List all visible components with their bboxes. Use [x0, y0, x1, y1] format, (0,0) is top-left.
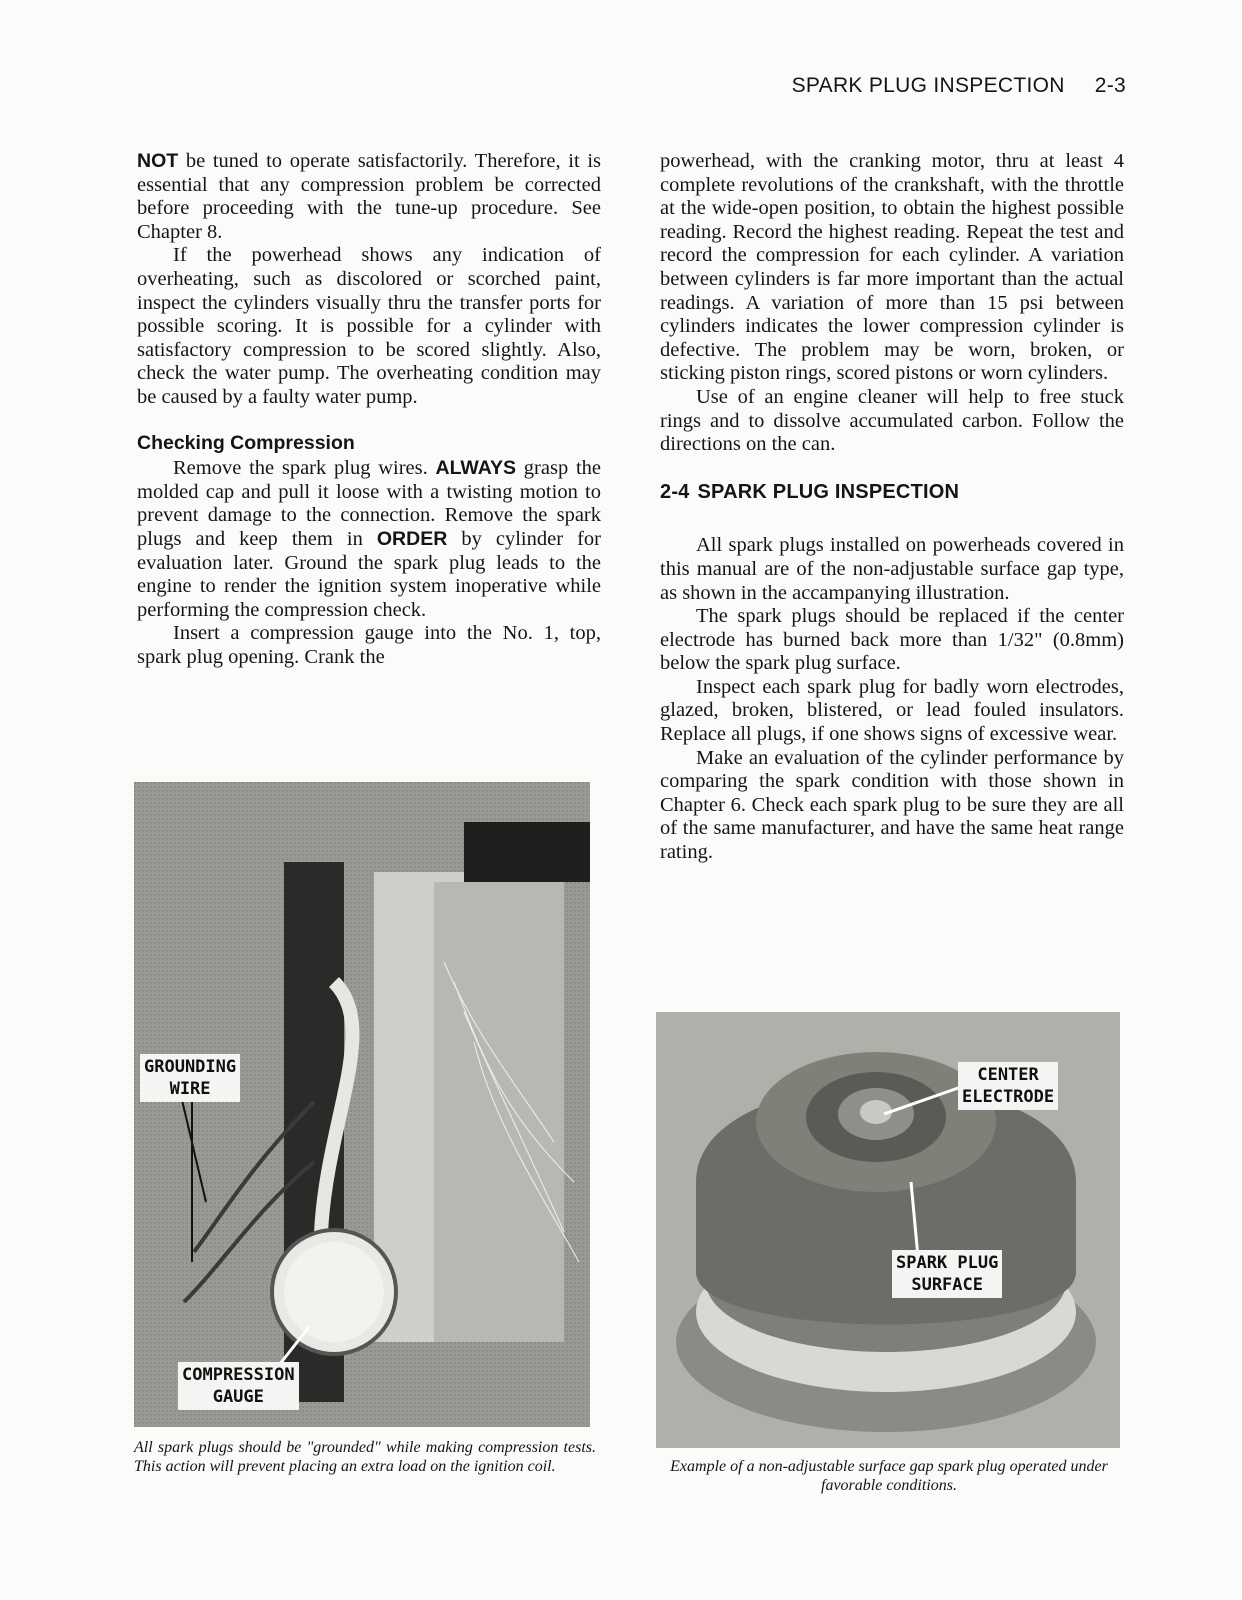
spark-plug-photo — [656, 1012, 1120, 1448]
label-line: GAUGE — [212, 1387, 264, 1407]
engine-illustration — [134, 782, 590, 1427]
paragraph: If the powerhead shows any indication of overheating, such as discolored or scorched paint, inspect the cylinders visually thru the transfer ports for possible scoring. It is possible for a cylinder with satisfactory compression to be scored slightly. Also, check the water pump. The overheating condition may be caused by a faulty water pump. — [137, 244, 601, 408]
header-title: SPARK PLUG INSPECTION — [791, 74, 1065, 97]
left-column — [137, 150, 601, 669]
emphasis: ORDER — [376, 527, 448, 550]
paragraph: Inspect each spark plug for badly worn electrodes, glazed, broken, blistered, or lead fouled insulators. Replace all plugs, if one shows signs of excessive wear. — [660, 675, 1124, 746]
subheading: Checking Compression — [137, 431, 355, 454]
paragraph: Use of an engine cleaner will help to free stuck rings and to dissolve accumulated carbon. Follow the directions on the can. — [660, 385, 1124, 456]
emphasis: ALWAYS — [435, 457, 517, 480]
section-heading — [660, 481, 1124, 505]
label-line: SURFACE — [911, 1275, 983, 1295]
paragraph — [137, 457, 601, 622]
paragraph: All spark plugs installed on powerheads covered in this manual are of the non-adjustable surface gap type, as shown in the accampanying illustration. — [660, 534, 1124, 604]
figure2-caption: Example of a non-adjustable surface gap spark plug operated under favorable conditions. — [670, 1458, 1108, 1494]
label-line: WIRE — [169, 1079, 211, 1099]
right-column — [660, 150, 1124, 865]
paragraph-text: Remove the spark plug wires. — [173, 457, 436, 480]
label-line: ELECTRODE — [962, 1087, 1055, 1107]
running-header — [792, 74, 1126, 98]
label-line: GROUNDING — [144, 1057, 237, 1077]
grounding-wire-label — [140, 1054, 240, 1102]
label-line: COMPRESSION — [182, 1365, 295, 1385]
figure1-caption: All spark plugs should be "grounded" while making compression tests. This action will prevent placing an extra load on the ignition coil. — [134, 1439, 596, 1475]
paragraph: powerhead, with the cranking motor, thru at least 4 complete revolutions of the crankshaft, with the throttle at the wide-open position, to obtain the highest possible reading. Record the highest reading. Repeat the test and record the compression for each cylinder. A variation between cylinders is far more important than the actual readings. A variation of more than 15 psi between cylinders indicates the lower compression cylinder is defective. The problem may be worn, broken, or sticking piston rings, scored pistons or worn cylinders. — [660, 150, 1124, 385]
section-number: 2-4 — [660, 480, 690, 503]
paragraph-text: be tuned to operate satisfactorily. Therefore, it is essential that any compression problem be corrected before proceeding with the tune-up procedure. See Chapter 8. — [137, 150, 601, 243]
paragraph: The spark plugs should be replaced if the center electrode has burned back more than 1/32" (0.8mm) below the spark plug surface. — [660, 605, 1124, 675]
section-title: SPARK PLUG INSPECTION — [697, 480, 960, 503]
center-electrode-label — [958, 1062, 1058, 1110]
compression-gauge-label — [178, 1362, 299, 1410]
paragraph: Make an evaluation of the cylinder performance by comparing the spark condition with those shown in Chapter 6. Check each spark plug to be sure they are all of the same manufacturer, and have the same heat range rating. — [660, 746, 1124, 864]
paragraph: Insert a compression gauge into the No. 1, top, spark plug opening. Crank the — [137, 622, 601, 668]
spark-plug-surface-label — [892, 1250, 1002, 1298]
label-line: CENTER — [977, 1065, 1039, 1085]
emphasis: NOT — [137, 150, 179, 172]
compression-test-photo — [134, 782, 590, 1427]
label-line: SPARK PLUG — [896, 1253, 999, 1273]
paragraph-text: by cylinder for evaluation later. Ground the spark plug leads to the engine to render the ignition system inoperative while performing the compression check. — [137, 527, 601, 621]
page-number: 2-3 — [1094, 74, 1126, 97]
paragraph — [137, 150, 601, 244]
paragraph-text: grasp the molded cap and pull it loose with a twisting motion to prevent damage to the connection. Remove the spark plugs and keep them in — [137, 457, 601, 550]
